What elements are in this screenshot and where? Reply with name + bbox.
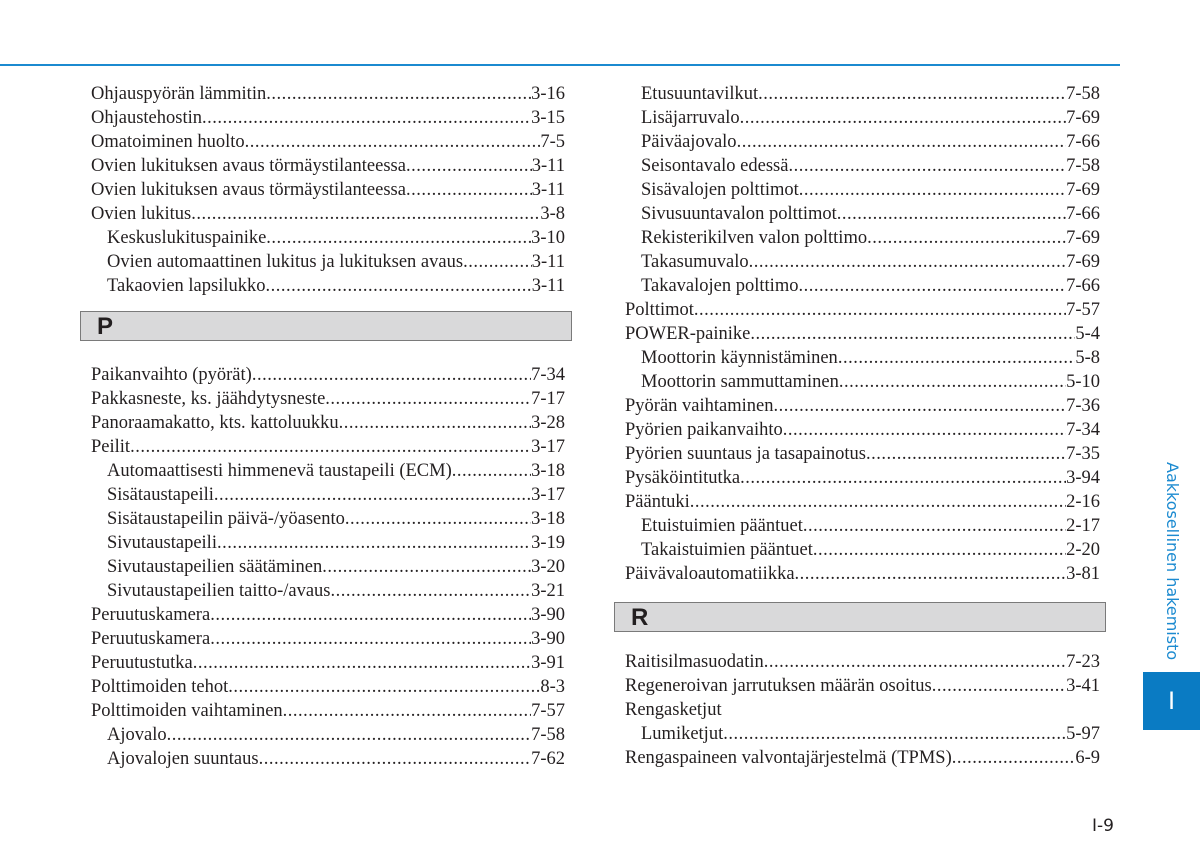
dot-leader bbox=[690, 490, 1066, 514]
dot-leader bbox=[803, 514, 1066, 538]
entry-term: Takavalojen polttimo bbox=[641, 276, 799, 296]
index-entry bbox=[91, 106, 565, 130]
dot-leader bbox=[740, 106, 1066, 130]
dot-leader bbox=[325, 387, 531, 411]
entry-term: Polttimoiden vaihtaminen bbox=[91, 701, 283, 721]
entry-page: 2-20 bbox=[1066, 540, 1100, 560]
entry-term: Rengasketjut bbox=[625, 700, 722, 720]
index-entry bbox=[91, 531, 565, 555]
index-entry bbox=[91, 723, 565, 747]
section-header-r: R bbox=[614, 602, 1106, 632]
index-entry bbox=[91, 555, 565, 579]
entry-term: Takasumuvalo bbox=[641, 252, 749, 272]
index-entry bbox=[625, 274, 1100, 298]
entry-term: Pakkasneste, ks. jäähdytysneste bbox=[91, 389, 326, 409]
index-entry bbox=[91, 387, 565, 411]
entry-page: 3-11 bbox=[531, 276, 565, 296]
dot-leader bbox=[838, 346, 1076, 370]
entry-term: Polttimoiden tehot bbox=[91, 677, 229, 697]
index-entry bbox=[625, 698, 1100, 722]
entry-page: 7-69 bbox=[1066, 180, 1100, 200]
entry-page: 7-23 bbox=[1066, 652, 1100, 672]
dot-leader bbox=[837, 202, 1066, 226]
index-entry bbox=[91, 603, 565, 627]
dot-leader bbox=[867, 226, 1066, 250]
index-entry bbox=[625, 154, 1100, 178]
index-left-top bbox=[91, 82, 565, 298]
entry-term: Etuistuimien pääntuet bbox=[641, 516, 803, 536]
entry-term: Lumiketjut bbox=[641, 724, 724, 744]
index-entry bbox=[91, 747, 565, 771]
index-entry bbox=[91, 459, 565, 483]
dot-leader bbox=[783, 418, 1066, 442]
entry-page: 3-21 bbox=[531, 581, 565, 601]
dot-leader bbox=[694, 298, 1066, 322]
entry-term: Peruutustutka bbox=[91, 653, 193, 673]
entry-term: Peruutuskamera bbox=[91, 605, 211, 625]
entry-term: Pyörien suuntaus ja tasapainotus bbox=[625, 444, 866, 464]
entry-page: 7-69 bbox=[1066, 252, 1100, 272]
entry-term: Rengaspaineen valvontajärjestelmä (TPMS) bbox=[625, 748, 952, 768]
index-entry bbox=[91, 699, 565, 723]
entry-term: Sivutaustapeilien taitto-/avaus bbox=[107, 581, 331, 601]
entry-term: POWER-painike bbox=[625, 324, 751, 344]
entry-term: Ajovalojen suuntaus bbox=[107, 749, 259, 769]
dot-leader bbox=[266, 274, 532, 298]
entry-term: Sivutaustapeilien säätäminen bbox=[107, 557, 323, 577]
index-entry bbox=[625, 562, 1100, 586]
entry-page: 7-66 bbox=[1066, 132, 1100, 152]
index-entry bbox=[625, 250, 1100, 274]
index-entry bbox=[91, 202, 565, 226]
index-entry bbox=[625, 106, 1100, 130]
entry-page: 3-91 bbox=[531, 653, 565, 673]
entry-page: 3-94 bbox=[1066, 468, 1100, 488]
dot-leader bbox=[214, 483, 531, 507]
index-entry bbox=[625, 82, 1100, 106]
index-entry bbox=[91, 675, 565, 699]
index-entry bbox=[91, 274, 565, 298]
dot-leader bbox=[799, 178, 1066, 202]
entry-term: Sisävalojen polttimot bbox=[641, 180, 799, 200]
entry-term: Rekisterikilven valon polttimo bbox=[641, 228, 868, 248]
entry-term: Sivutaustapeili bbox=[107, 533, 217, 553]
index-entry bbox=[91, 483, 565, 507]
entry-page: 3-17 bbox=[531, 437, 565, 457]
dot-leader bbox=[210, 603, 531, 627]
entry-page: 3-17 bbox=[531, 485, 565, 505]
dot-leader bbox=[167, 723, 531, 747]
dot-leader bbox=[740, 466, 1066, 490]
dot-leader bbox=[266, 226, 531, 250]
entry-term: Lisäjarruvalo bbox=[641, 108, 740, 128]
entry-page: 3-10 bbox=[531, 228, 565, 248]
index-right-p bbox=[625, 82, 1100, 586]
index-entry bbox=[625, 514, 1100, 538]
page-number: I-9 bbox=[1092, 816, 1114, 836]
dot-leader bbox=[191, 202, 540, 226]
entry-term: Peruutuskamera bbox=[91, 629, 211, 649]
index-entry bbox=[625, 538, 1100, 562]
entry-page: 5-97 bbox=[1066, 724, 1100, 744]
entry-page: 5-4 bbox=[1075, 324, 1100, 344]
index-entry bbox=[91, 154, 565, 178]
dot-leader bbox=[463, 250, 532, 274]
dot-leader bbox=[406, 154, 532, 178]
index-entry bbox=[91, 363, 565, 387]
entry-page: 5-8 bbox=[1075, 348, 1100, 368]
index-entry bbox=[91, 579, 565, 603]
entry-page: 7-34 bbox=[531, 365, 565, 385]
dot-leader bbox=[795, 562, 1067, 586]
entry-page: 8-3 bbox=[540, 677, 565, 697]
dot-leader bbox=[758, 82, 1066, 106]
entry-page: 7-58 bbox=[1066, 84, 1100, 104]
entry-page: 3-11 bbox=[531, 156, 565, 176]
index-entry bbox=[91, 627, 565, 651]
entry-page: 3-8 bbox=[540, 204, 565, 224]
dot-leader bbox=[764, 650, 1066, 674]
entry-page: 7-35 bbox=[1066, 444, 1100, 464]
entry-term: Regeneroivan jarrutuksen määrän osoitus bbox=[625, 676, 932, 696]
index-entry bbox=[91, 178, 565, 202]
index-entry bbox=[625, 130, 1100, 154]
entry-term: Paikanvaihto (pyörät) bbox=[91, 365, 252, 385]
dot-leader bbox=[283, 699, 531, 723]
entry-term: Ohjaustehostin bbox=[91, 108, 202, 128]
dot-leader bbox=[749, 250, 1066, 274]
entry-term: Seisontavalo edessä bbox=[641, 156, 789, 176]
entry-page: 3-28 bbox=[531, 413, 565, 433]
index-entry bbox=[625, 370, 1100, 394]
entry-term: Ovien lukitus bbox=[91, 204, 192, 224]
entry-page: 7-69 bbox=[1066, 108, 1100, 128]
index-entry bbox=[91, 507, 565, 531]
dot-leader bbox=[266, 82, 531, 106]
dot-leader bbox=[788, 154, 1066, 178]
index-entry bbox=[625, 442, 1100, 466]
dot-leader bbox=[406, 178, 532, 202]
entry-term: Omatoiminen huolto bbox=[91, 132, 245, 152]
chapter-tab[interactable]: I bbox=[1143, 672, 1200, 730]
dot-leader bbox=[252, 363, 531, 387]
entry-page: 3-18 bbox=[531, 509, 565, 529]
entry-term: Sisätaustapeili bbox=[107, 485, 214, 505]
entry-page: 7-34 bbox=[1066, 420, 1100, 440]
index-entry bbox=[625, 226, 1100, 250]
index-entry bbox=[625, 650, 1100, 674]
dot-leader bbox=[202, 106, 531, 130]
dot-leader bbox=[322, 555, 531, 579]
chapter-side-label bbox=[1152, 462, 1192, 667]
entry-term: Sisätaustapeilin päivä-/yöasento bbox=[107, 509, 345, 529]
entry-term: Keskuslukituspainike bbox=[107, 228, 267, 248]
index-entry bbox=[91, 250, 565, 274]
entry-page: 7-36 bbox=[1066, 396, 1100, 416]
entry-page: 7-5 bbox=[540, 132, 565, 152]
entry-term: Ovien lukituksen avaus törmäystilanteessa bbox=[91, 156, 406, 176]
entry-page: 2-17 bbox=[1066, 516, 1100, 536]
index-entry bbox=[625, 674, 1100, 698]
index-entry bbox=[625, 418, 1100, 442]
entry-term: Sivusuuntavalon polttimot bbox=[641, 204, 837, 224]
index-entry bbox=[625, 298, 1100, 322]
dot-leader bbox=[259, 747, 532, 771]
dot-leader bbox=[932, 674, 1066, 698]
entry-page: 3-90 bbox=[531, 605, 565, 625]
entry-page: 7-69 bbox=[1066, 228, 1100, 248]
dot-leader bbox=[750, 322, 1075, 346]
index-entry bbox=[625, 394, 1100, 418]
dot-leader bbox=[331, 579, 532, 603]
entry-term: Ovien lukituksen avaus törmäystilanteessa bbox=[91, 180, 406, 200]
entry-term: Pyörän vaihtaminen bbox=[625, 396, 774, 416]
entry-term: Ovien automaattinen lukitus ja lukituksen avaus bbox=[107, 252, 464, 272]
dot-leader bbox=[737, 130, 1067, 154]
entry-page: 3-41 bbox=[1066, 676, 1100, 696]
entry-page: 3-19 bbox=[531, 533, 565, 553]
dot-leader bbox=[813, 538, 1066, 562]
dot-leader bbox=[345, 507, 531, 531]
entry-term: Raitisilmasuodatin bbox=[625, 652, 764, 672]
entry-term: Etusuuntavilkut bbox=[641, 84, 759, 104]
entry-term: Polttimot bbox=[625, 300, 694, 320]
entry-page: 6-9 bbox=[1075, 748, 1100, 768]
entry-page: 2-16 bbox=[1066, 492, 1100, 512]
entry-page: 7-58 bbox=[531, 725, 565, 745]
entry-page: 3-90 bbox=[531, 629, 565, 649]
dot-leader bbox=[339, 411, 531, 435]
entry-term: Pyörien paikanvaihto bbox=[625, 420, 783, 440]
entry-term: Automaattisesti himmenevä taustapeili (ECM) bbox=[107, 461, 452, 481]
dot-leader bbox=[228, 675, 540, 699]
chapter-side-label-text: Aakkosellinen hakemisto bbox=[1163, 462, 1182, 661]
entry-page: 3-20 bbox=[531, 557, 565, 577]
index-entry bbox=[625, 178, 1100, 202]
dot-leader bbox=[723, 722, 1066, 746]
index-entry bbox=[625, 490, 1100, 514]
entry-page: 7-17 bbox=[531, 389, 565, 409]
entry-term: Panoraamakatto, kts. kattoluukku bbox=[91, 413, 339, 433]
entry-term: Ohjauspyörän lämmitin bbox=[91, 84, 267, 104]
entry-term: Ajovalo bbox=[107, 725, 167, 745]
entry-term: Takaistuimien pääntuet bbox=[641, 540, 813, 560]
entry-page: 7-62 bbox=[531, 749, 565, 769]
dot-leader bbox=[839, 370, 1066, 394]
entry-term: Päiväajovalo bbox=[641, 132, 737, 152]
entry-page: 3-18 bbox=[531, 461, 565, 481]
index-entry bbox=[91, 435, 565, 459]
entry-page: 7-57 bbox=[531, 701, 565, 721]
dot-leader bbox=[245, 130, 541, 154]
index-right-r bbox=[625, 650, 1100, 770]
entry-page: 7-57 bbox=[1066, 300, 1100, 320]
index-entry bbox=[91, 82, 565, 106]
section-header-p: P bbox=[80, 311, 572, 341]
entry-term: Päivävaloautomatiikka bbox=[625, 564, 795, 584]
entry-page: 5-10 bbox=[1066, 372, 1100, 392]
dot-leader bbox=[130, 435, 531, 459]
entry-term: Pääntuki bbox=[625, 492, 690, 512]
dot-leader bbox=[773, 394, 1066, 418]
index-left-p bbox=[91, 363, 565, 771]
entry-page: 7-66 bbox=[1066, 276, 1100, 296]
dot-leader bbox=[452, 459, 531, 483]
entry-page: 3-11 bbox=[531, 180, 565, 200]
dot-leader bbox=[210, 627, 531, 651]
dot-leader bbox=[193, 651, 531, 675]
entry-page: 7-66 bbox=[1066, 204, 1100, 224]
index-entry bbox=[625, 466, 1100, 490]
index-entry bbox=[625, 346, 1100, 370]
index-entry bbox=[91, 226, 565, 250]
dot-leader bbox=[866, 442, 1066, 466]
entry-page: 3-81 bbox=[1066, 564, 1100, 584]
dot-leader bbox=[798, 274, 1066, 298]
entry-term: Moottorin käynnistäminen bbox=[641, 348, 838, 368]
entry-page: 3-15 bbox=[531, 108, 565, 128]
index-entry bbox=[91, 651, 565, 675]
entry-term: Peilit bbox=[91, 437, 131, 457]
dot-leader bbox=[952, 746, 1076, 770]
entry-term: Takaovien lapsilukko bbox=[107, 276, 266, 296]
entry-term: Moottorin sammuttaminen bbox=[641, 372, 839, 392]
entry-page: 7-58 bbox=[1066, 156, 1100, 176]
index-entry bbox=[91, 130, 565, 154]
entry-page: 3-16 bbox=[531, 84, 565, 104]
entry-term: Pysäköintitutka bbox=[625, 468, 741, 488]
index-entry bbox=[625, 202, 1100, 226]
entry-page: 3-11 bbox=[531, 252, 565, 272]
index-entry bbox=[625, 322, 1100, 346]
index-entry bbox=[91, 411, 565, 435]
header-rule bbox=[0, 64, 1120, 66]
index-entry bbox=[625, 722, 1100, 746]
index-entry bbox=[625, 746, 1100, 770]
dot-leader bbox=[217, 531, 531, 555]
